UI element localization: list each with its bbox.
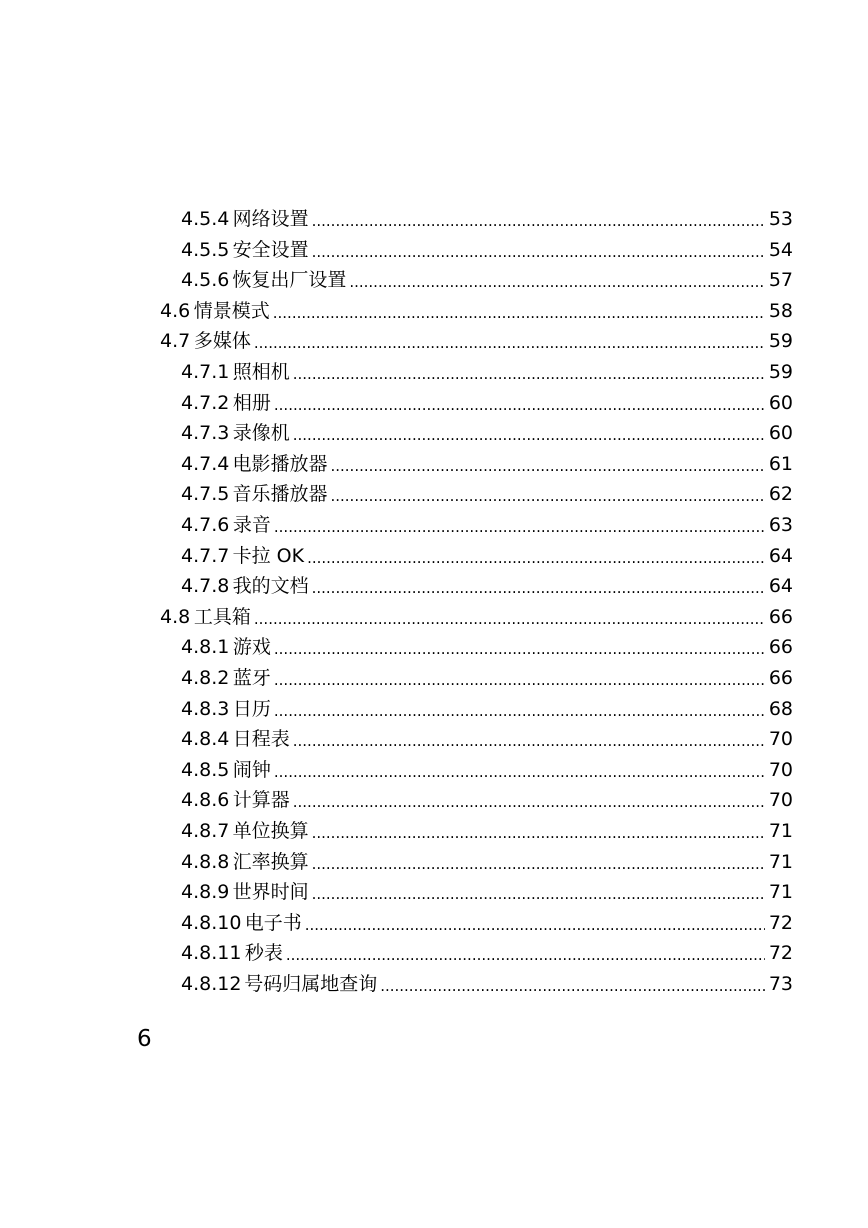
- toc-dot-leader: [349, 267, 764, 297]
- toc-entry-title: 照相机: [232, 361, 290, 383]
- toc-entry[interactable]: [160, 296, 793, 326]
- toc-entry-title: 计算器: [232, 789, 290, 812]
- toc-entry[interactable]: [181, 938, 793, 968]
- toc-entry-number: 4.7.5: [181, 483, 230, 506]
- toc-dot-leader: [286, 940, 765, 970]
- toc-entry-title: 多媒体: [193, 330, 251, 353]
- toc-dot-leader: [274, 696, 765, 726]
- toc-entry-number: 4.7.4: [181, 452, 230, 475]
- toc-entry-title: 音乐播放器: [232, 483, 328, 506]
- toc-entry-title: 安全设置: [232, 238, 309, 261]
- toc-dot-leader: [274, 634, 765, 664]
- toc-entry[interactable]: [181, 724, 793, 754]
- toc-dot-leader: [254, 604, 765, 634]
- toc-dot-leader: [330, 451, 764, 481]
- toc-entry[interactable]: [181, 541, 793, 571]
- toc-entry-number: 4.7.3: [181, 422, 230, 445]
- toc-entry-title: 号码归属地查询: [244, 973, 378, 995]
- toc-entry-title: 我的文档: [232, 575, 309, 598]
- toc-entry[interactable]: [181, 357, 793, 387]
- toc-entry-number: 4.8.4: [181, 728, 230, 751]
- toc-entry[interactable]: [181, 785, 793, 815]
- toc-entry[interactable]: [181, 449, 793, 479]
- toc-entry-number: 4.8.1: [181, 636, 230, 659]
- toc-entry-title: 录像机: [232, 422, 290, 445]
- toc-entry-page: 68: [768, 697, 793, 720]
- toc-entry[interactable]: [181, 694, 793, 724]
- toc-entry[interactable]: [181, 204, 793, 234]
- toc-entry-title: 日程表: [232, 728, 290, 751]
- toc-dot-leader: [293, 726, 765, 756]
- toc-dot-leader: [380, 971, 765, 1001]
- toc-entry-page: 64: [768, 575, 793, 598]
- toc-entry-page: 59: [768, 361, 793, 383]
- toc-entry-title: 相册: [232, 391, 271, 414]
- toc-entry-title: 单位换算: [232, 820, 309, 842]
- toc-entry-page: 64: [768, 544, 793, 567]
- toc-entry-page: 72: [768, 911, 793, 934]
- toc-entry[interactable]: [181, 265, 793, 295]
- toc-entry-number: 4.7: [160, 330, 191, 353]
- toc-entry[interactable]: [181, 816, 793, 846]
- toc-entry[interactable]: [181, 479, 793, 509]
- toc-entry-page: 71: [768, 881, 793, 904]
- toc-entry[interactable]: [181, 908, 793, 938]
- toc-entry-title: 电影播放器: [232, 452, 328, 475]
- toc-entry-page: 62: [768, 483, 793, 506]
- toc-dot-leader: [305, 910, 765, 940]
- toc-dot-leader: [293, 359, 765, 389]
- toc-entry-page: 70: [768, 758, 793, 781]
- toc-entry-title: 录音: [232, 514, 271, 536]
- toc-entry-number: 4.8.7: [181, 820, 230, 842]
- toc-entry-page: 70: [768, 728, 793, 751]
- toc-dot-leader: [312, 573, 765, 603]
- toc-entry-title: 游戏: [232, 636, 271, 659]
- toc-entry-title: 情景模式: [193, 299, 270, 322]
- toc-entry-number: 4.8.6: [181, 789, 230, 812]
- toc-dot-leader: [312, 206, 765, 236]
- toc-entry-number: 4.8: [160, 605, 191, 628]
- toc-entry-title: 秒表: [244, 942, 283, 965]
- toc-entry-title: 恢复出厂设置: [232, 269, 347, 292]
- toc-entry-number: 4.7.8: [181, 575, 230, 598]
- toc-entry-title: 卡拉 OK: [232, 544, 305, 567]
- toc-entry-number: 4.7.1: [181, 361, 230, 383]
- toc-entry-title: 网络设置: [232, 208, 309, 230]
- toc-entry[interactable]: [181, 571, 793, 601]
- toc-dot-leader: [293, 787, 765, 817]
- toc-entry-number: 4.8.2: [181, 667, 230, 689]
- toc-entry-page: 59: [768, 330, 793, 353]
- toc-entry-number: 4.8.10: [181, 911, 242, 934]
- toc-entry-number: 4.5.6: [181, 269, 230, 292]
- toc-entry[interactable]: [160, 326, 793, 356]
- toc-dot-leader: [312, 879, 765, 909]
- toc-entry-page: 73: [768, 973, 793, 995]
- toc-entry-number: 4.7.2: [181, 391, 230, 414]
- toc-entry-number: 4.5.5: [181, 238, 230, 261]
- toc-entry-number: 4.8.5: [181, 758, 230, 781]
- toc-entry-title: 世界时间: [232, 881, 309, 904]
- toc-entry-title: 汇率换算: [232, 850, 309, 873]
- toc-entry[interactable]: [181, 969, 793, 999]
- toc-dot-leader: [293, 420, 765, 450]
- toc-entry[interactable]: [181, 388, 793, 418]
- toc-entry-page: 60: [768, 391, 793, 414]
- toc-entry-page: 63: [768, 514, 793, 536]
- toc-dot-leader: [330, 481, 764, 511]
- toc-dot-leader: [273, 298, 765, 328]
- toc-entry-page: 71: [768, 820, 793, 842]
- toc-entry[interactable]: [181, 632, 793, 662]
- toc-entry-number: 4.8.3: [181, 697, 230, 720]
- toc-dot-leader: [312, 849, 765, 879]
- toc-entry-number: 4.8.9: [181, 881, 230, 904]
- toc-dot-leader: [307, 543, 765, 573]
- toc-dot-leader: [312, 237, 765, 267]
- toc-entry-number: 4.5.4: [181, 208, 230, 230]
- toc-entry-page: 60: [768, 422, 793, 445]
- toc-entry-title: 闹钟: [232, 758, 271, 781]
- toc-entry[interactable]: [181, 235, 793, 265]
- toc-entry[interactable]: [181, 877, 793, 907]
- toc-dot-leader: [312, 818, 765, 848]
- toc-entry-number: 4.7.7: [181, 544, 230, 567]
- toc-entry-number: 4.8.11: [181, 942, 242, 965]
- toc-entry-number: 4.8.12: [181, 973, 242, 995]
- toc-dot-leader: [274, 757, 765, 787]
- toc-dot-leader: [254, 328, 765, 358]
- toc-entry[interactable]: [181, 418, 793, 448]
- toc-entry-page: 70: [768, 789, 793, 812]
- toc-entry-page: 71: [768, 850, 793, 873]
- toc-entry-page: 66: [768, 636, 793, 659]
- toc-entry[interactable]: [181, 663, 793, 693]
- toc-dot-leader: [274, 665, 765, 695]
- toc-entry-page: 53: [768, 208, 793, 230]
- toc-entry-number: 4.8.8: [181, 850, 230, 873]
- toc-entry[interactable]: [181, 755, 793, 785]
- toc-entry-title: 电子书: [244, 911, 302, 934]
- toc-entry-page: 66: [768, 667, 793, 689]
- toc-dot-leader: [274, 390, 765, 420]
- toc-dot-leader: [274, 512, 765, 542]
- toc-entry[interactable]: [160, 602, 793, 632]
- toc-entry-title: 日历: [232, 697, 271, 720]
- toc-entry-page: 61: [768, 452, 793, 475]
- toc-entry[interactable]: [181, 847, 793, 877]
- page-number: 6: [137, 1026, 152, 1052]
- toc-entry-page: 66: [768, 605, 793, 628]
- toc-entry-title: 工具箱: [193, 605, 251, 628]
- toc-entry-page: 54: [768, 238, 793, 261]
- toc-entry-title: 蓝牙: [232, 667, 271, 689]
- toc-entry-page: 72: [768, 942, 793, 965]
- toc-entry-page: 58: [768, 299, 793, 322]
- toc-entry-page: 57: [768, 269, 793, 292]
- toc-entry-number: 4.6: [160, 299, 191, 322]
- toc-entry-number: 4.7.6: [181, 514, 230, 536]
- toc-entry[interactable]: [181, 510, 793, 540]
